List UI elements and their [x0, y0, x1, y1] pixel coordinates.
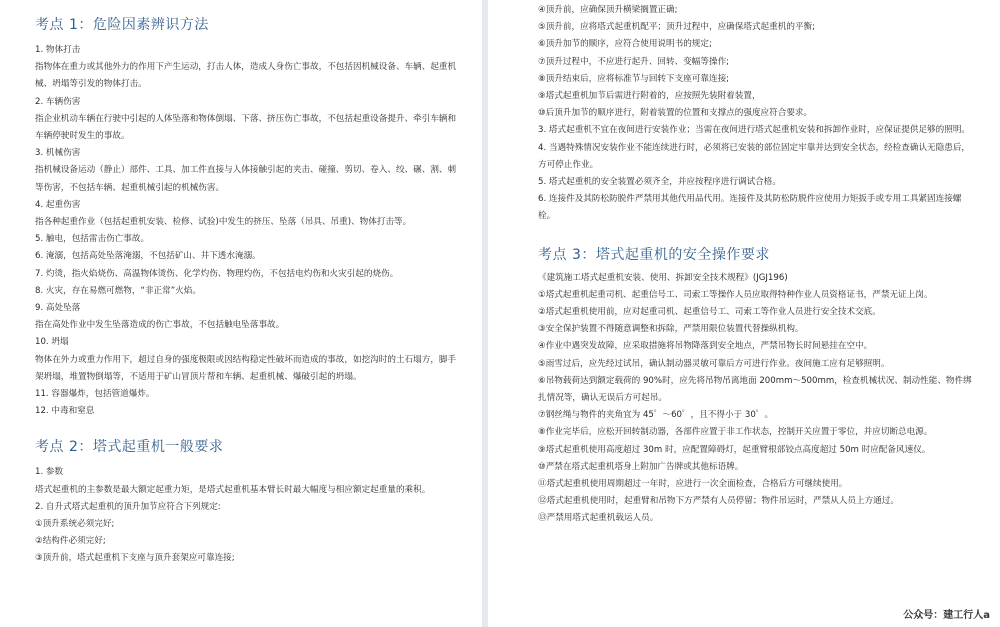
section-1-title: 考点 1：危险因素辨识方法: [35, 17, 209, 33]
paragraph-line: 8. 火灾，存在易燃可燃物，“非正常”火焰。: [35, 285, 201, 296]
paragraph-line: 2. 自升式塔式起重机的顶升加节应符合下列规定:: [35, 501, 221, 512]
paragraph-line: 10. 坍塌: [35, 337, 69, 348]
paragraph-line: ⑥吊物载荷达到额定载荷的 90%时，应先将吊物吊离地面 200mm～500mm，检查机械状况、制动性能、物件绑扎情况等，确认无误后方可起吊。: [538, 375, 972, 404]
paragraph-line: ⑤雨雪过后，应先经过试吊，确认制动器灵敏可靠后方可进行作业。夜间施工应有足够照明。: [538, 358, 890, 369]
section-2-title: 考点 2：塔式起重机一般要求: [35, 439, 224, 456]
paragraph-line: 指在高处作业中发生坠落造成的伤亡事故，不包括触电坠落事故。: [35, 320, 285, 331]
paragraph-line: 指企业机动车辆在行驶中引起的人体坠落和物体倒塌、下落、挤压伤亡事故，不包括起重设备提升、牵引车辆和车辆停驶时发生的事故。: [35, 113, 457, 142]
paragraph-line: ⑩严禁在塔式起重机塔身上附加广告牌或其他标语牌。: [538, 461, 744, 472]
paragraph-line: 11. 容器爆炸，包括管道爆炸。: [35, 389, 155, 400]
paragraph-line: ②结构件必须完好;: [35, 536, 106, 547]
paragraph-line: 指机械设备运动（静止）部件、工具、加工件直接与人体接触引起的夹击、碰撞、剪切、卷入、绞、碾、割、刺等伤害，不包括车辆、起重机械引起的机械伤害。: [35, 165, 457, 193]
section-2-body: [35, 464, 464, 567]
paragraph-line: ⑫塔式起重机使用时，起重臂和吊物下方严禁有人员停留；物件吊运时，严禁从人员上方通过。: [538, 496, 899, 507]
paragraph-line: 5. 塔式起重机的安全装置必须齐全，并应按程序进行调试合格。: [538, 177, 781, 188]
paragraph-line: ①塔式起重机起重司机、起重信号工、司索工等操作人员应取得特种作业人员资格证书，严禁无证上岗。: [538, 289, 933, 300]
paragraph-line: 1. 物体打击: [35, 45, 81, 55]
paragraph-line: ⑦顶升过程中，不应进行起升、回转、变幅等操作;: [538, 56, 730, 67]
left-page: [0, 0, 482, 627]
paragraph-line: 7. 灼烫，指火焰烧伤、高温物体烫伤、化学灼伤、物理灼伤，不包括电灼伤和火灾引起的烧伤。: [35, 268, 399, 279]
paragraph-line: 塔式起重机的主参数是最大额定起重力矩，是塔式起重机基本臂长时最大幅度与相应额定起重量的乘积。: [35, 484, 431, 495]
paragraph-line: ①顶升系统必须完好;: [35, 519, 115, 530]
section-2-continued-body: [538, 2, 976, 226]
paragraph-line: ⑪塔式起重机使用周期超过一年时，应进行一次全面检查，合格后方可继续使用。: [538, 479, 848, 490]
section-3-title: 考点 3：塔式起重机的安全操作要求: [538, 246, 770, 263]
paragraph-line: ③顶升前，塔式起重机下支座与顶升套架应可靠连接;: [35, 553, 235, 564]
paragraph-line: ⑩后顶升加节的顺序进行，附着装置的位置和支撑点的强度应符合要求。: [538, 108, 813, 119]
paragraph-line: 12. 中毒和窒息: [35, 406, 95, 417]
right-page: [488, 0, 1000, 627]
paragraph-line: 9. 高处坠落: [35, 303, 81, 314]
paragraph-line: 3. 塔式起重机不宜在夜间进行安装作业；当需在夜间进行塔式起重机安装和拆卸作业时，应保证提供足够的照明。: [538, 125, 971, 136]
section-3-body: [538, 270, 976, 528]
paragraph-line: ⑨塔式起重机使用高度超过 30m 时，应配置障碍灯，起重臂根部铰点高度超过 50m 时应配备风速仪。: [538, 444, 931, 455]
paragraph-line: 1. 参数: [35, 467, 64, 478]
paragraph-line: 指各种起重作业（包括起重机安装、检修、试验)中发生的挤压、坠落（吊具、吊重)、物体打击等。: [35, 217, 412, 228]
paragraph-line: ⑤顶升前，应将塔式起重机配平；顶升过程中，应确保塔式起重机的平衡;: [538, 22, 816, 33]
paragraph-line: ④作业中遇突发故障，应采取措施将吊物降落到安全地点，严禁吊物长时间悬挂在空中。: [538, 341, 873, 352]
paragraph-line: ⑨塔式起重机加节后需进行附着的，应按照先装附着装置，: [538, 91, 761, 102]
section-1-body: [35, 42, 464, 420]
paragraph-line: 2. 车辆伤害: [35, 96, 81, 107]
paragraph-line: 4. 起重伤害: [35, 199, 81, 210]
paragraph-line: 5. 触电，包括雷击伤亡事故。: [35, 234, 150, 245]
paragraph-line: ⑧顶升结束后，应将标准节与回转下支座可靠连接;: [538, 73, 730, 84]
paragraph-line: ⑥顶升加节的顺序，应符合使用说明书的规定;: [538, 39, 712, 50]
paragraph-line: 指物体在重力或其他外力的作用下产生运动，打击人体，造成人身伤亡事故，不包括因机械设备、车辆、起重机械、坍塌等引发的物体打击。: [35, 62, 457, 90]
paragraph-line: 3. 机械伤害: [35, 148, 81, 159]
paragraph-line: ④顶升前，应确保顶升横梁搁置正确;: [538, 5, 678, 15]
paragraph-line: 物体在外力或重力作用下，超过自身的强度极限或因结构稳定性破坏而造成的事故，如挖沟时的土石塌方，脚手架坍塌，堆置物倒塌等，不适用于矿山冒顶片帮和车辆、起重机械、爆破引起的坍塌。: [35, 354, 457, 382]
paragraph-line: ③安全保护装置不得随意调整和拆除，严禁用限位装置代替操纵机构。: [538, 324, 804, 335]
paragraph-line: ②塔式起重机使用前，应对起重司机、起重信号工、司索工等作业人员进行安全技术交底。: [538, 307, 881, 318]
paragraph-line: ⑦钢丝绳与物件的夹角宜为 45゜～60゜，且不得小于 30゜。: [538, 410, 774, 421]
watermark: 公众号：建工行人a: [903, 610, 990, 621]
paragraph-line: ⑬严禁用塔式起重机载运人员。: [538, 513, 659, 524]
paragraph-line: ⑧作业完毕后，应松开回转制动器，各部件应置于非工作状态，控制开关应置于零位，并应切断总电源。: [538, 427, 933, 438]
paragraph-line: 《建筑施工塔式起重机安装、使用、拆卸安全技术规程》(JGJ196): [538, 272, 788, 283]
paragraph-line: 4. 当遇特殊情况安装作业不能连续进行时，必须将已安装的部位固定牢靠并达到安全状态，经检查确认无隐患后，方可停止作业。: [538, 142, 971, 170]
paragraph-line: 6. 连接件及其防松防脱件严禁用其他代用品代用。连接件及其防松防脱件应使用力矩扳手或专用工具紧固连接螺栓。: [538, 194, 962, 222]
paragraph-line: 6. 淹溺，包括高处坠落淹溺，不包括矿山、井下透水淹溺。: [35, 251, 261, 262]
